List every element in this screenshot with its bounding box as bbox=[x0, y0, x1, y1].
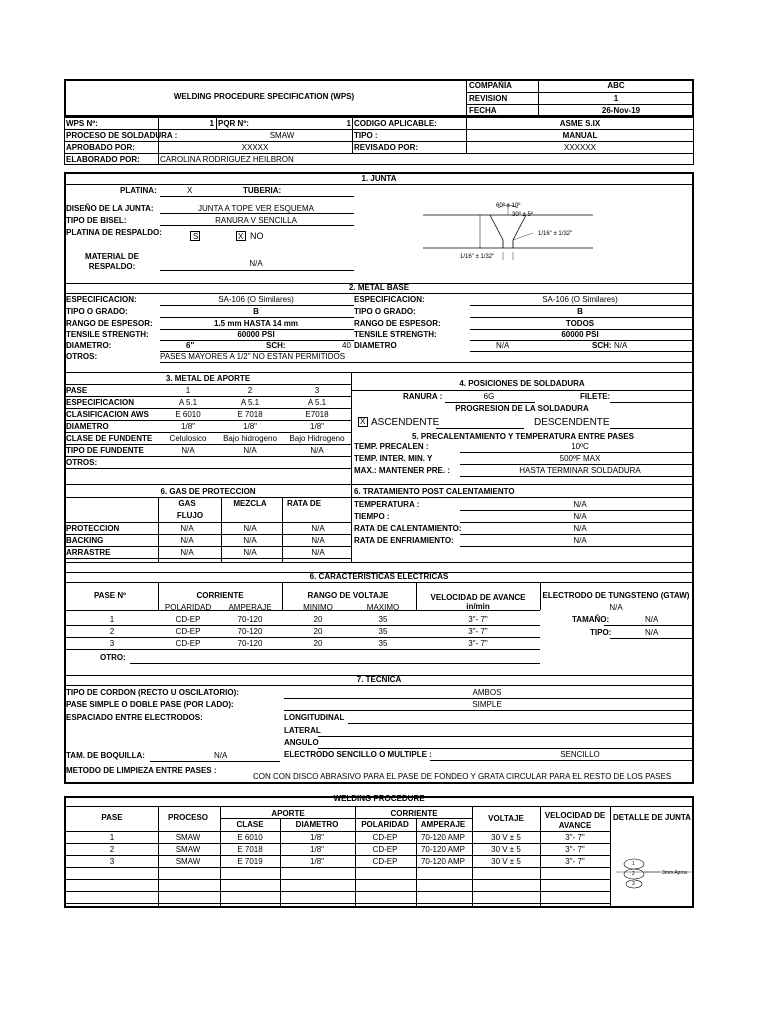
cordon-label: TIPO DE CORDON (RECTO U OSCILATORIO): bbox=[66, 688, 239, 697]
otros-label: OTROS: bbox=[66, 352, 98, 361]
electricas-cell: 70-120 bbox=[237, 639, 263, 648]
proc-detalle-header: DETALLE DE JUNTA bbox=[613, 813, 691, 822]
electricas-title: 6. CARACTERISTICAS ELECTRICAS bbox=[309, 572, 449, 581]
sch2-label: SCH: bbox=[592, 341, 612, 350]
rango-value: 1.5 mm HASTA 14 mm bbox=[213, 319, 299, 328]
detail-gap-label: 3mm Aprox bbox=[662, 870, 688, 876]
aporte-row-line bbox=[64, 408, 351, 409]
electricas-cell: 70-120 bbox=[237, 615, 263, 624]
si-label: SI bbox=[193, 232, 201, 241]
compania-label: COMPAÑÍA bbox=[469, 81, 512, 90]
procedure-cell: 70-120 AMP bbox=[420, 845, 466, 854]
aporte-row-label: ESPECIFICACION bbox=[66, 398, 135, 407]
respaldo-label: PLATINA DE RESPALDO: bbox=[66, 228, 162, 237]
procedure-cell: 70-120 AMP bbox=[420, 857, 466, 866]
esp-label: ESPECIFICACION: bbox=[66, 295, 137, 304]
pqr-value: 1 bbox=[346, 119, 351, 128]
posiciones-title: 4. POSICIONES DE SOLDADURA bbox=[459, 379, 585, 388]
progresion-label: PROGRESION DE LA SOLDADURA bbox=[455, 404, 589, 413]
aporte-row-label: CLASE DE FUNDENTE bbox=[66, 434, 153, 443]
aporte-cell: A 5.1 bbox=[178, 398, 198, 407]
no-label: NO bbox=[250, 231, 264, 241]
codigo-label: CODIGO APLICABLE: bbox=[354, 119, 437, 128]
aporte-cell: Bajo Hidrogeno bbox=[289, 434, 345, 443]
gas-cell: N/A bbox=[311, 536, 325, 545]
boquilla-label: TAM. DE BOQUILLA: bbox=[66, 751, 145, 760]
aporte-row-line bbox=[64, 456, 351, 457]
aporte-row-label: CLASIFICACION AWS bbox=[66, 410, 149, 419]
gas-row-line bbox=[64, 558, 351, 559]
tensile-value: 60000 PSI bbox=[237, 330, 275, 339]
corriente-header: CORRIENTE bbox=[196, 591, 244, 600]
procedure-cell: 3"- 7" bbox=[565, 857, 585, 866]
tipo-value: MANUAL bbox=[562, 131, 598, 140]
procedure-cell: 3"- 7" bbox=[565, 833, 585, 842]
tecnica-title: 7. TECNICA bbox=[356, 675, 402, 684]
electricas-cell: 35 bbox=[378, 615, 388, 624]
gas-header-rata: RATA DE bbox=[286, 499, 322, 508]
electricas-cell: 3"- 7" bbox=[468, 615, 488, 624]
postcal-cell: N/A bbox=[573, 512, 587, 521]
wps-label: WPS Nº: bbox=[66, 119, 98, 128]
aporte-row-line bbox=[64, 468, 351, 469]
aporte-cell: E 7018 bbox=[237, 410, 263, 419]
velocidad-header-2: in/min bbox=[466, 602, 490, 611]
ascendente-mark: X bbox=[360, 417, 366, 426]
procedure-row-line bbox=[64, 879, 610, 880]
electrodo-value: SENCILLO bbox=[560, 750, 600, 759]
tensile-label: TENSILE STRENGTH: bbox=[66, 330, 149, 339]
tungsteno-tipo-label: TIPO: bbox=[590, 628, 612, 637]
diseno-value: JUNTA A TOPE VER ESQUEMA bbox=[197, 204, 315, 213]
sch-label: SCH: bbox=[266, 341, 286, 350]
gas-cell: N/A bbox=[243, 536, 257, 545]
aporte-cell: A 5.1 bbox=[307, 398, 327, 407]
tungsteno-label: ELECTRODO DE TUNGSTENO (GTAW) bbox=[542, 591, 690, 600]
aporte-cell: 3 bbox=[314, 386, 320, 395]
proc-voltaje-header: VOLTAJE bbox=[488, 814, 524, 823]
diseno-label: DISEÑO DE LA JUNTA: bbox=[66, 204, 154, 213]
gas-cell: N/A bbox=[243, 548, 257, 557]
aporte-cell: N/A bbox=[243, 446, 257, 455]
postcal-cell: N/A bbox=[573, 536, 587, 545]
rango2-value: TODOS bbox=[565, 319, 595, 328]
lateral-label: LATERAL bbox=[284, 726, 321, 735]
postcal-title: 6. TRATAMIENTO POST CALENTAMIENTO bbox=[354, 487, 515, 496]
electricas-cell: 1 bbox=[109, 615, 115, 624]
aporte-row-line bbox=[64, 432, 351, 433]
aporte-title: 3. METAL DE APORTE bbox=[165, 374, 251, 383]
descendente-label: DESCENDENTE bbox=[534, 417, 610, 428]
procedure-cell: SMAW bbox=[175, 857, 201, 866]
form-title: WELDING PROCEDURE SPECIFICATION (WPS) bbox=[173, 92, 355, 101]
platina-label: PLATINA: bbox=[120, 186, 157, 195]
aprobado-value: XXXXX bbox=[241, 143, 269, 152]
aporte-cell: E7018 bbox=[305, 410, 329, 419]
gas-row-line bbox=[64, 534, 351, 535]
gas-header-gas: GAS bbox=[178, 499, 196, 508]
proceso-label: PROCESO DE SOLDADURA : bbox=[66, 131, 178, 140]
pase-simple-label: PASE SIMPLE O DOBLE PASE (POR LADO): bbox=[66, 700, 234, 709]
revision-value: 1 bbox=[613, 94, 619, 103]
postcal-row-line bbox=[460, 522, 692, 523]
polaridad-header: POLARIDAD bbox=[164, 603, 212, 612]
electricas-cell: 20 bbox=[313, 615, 323, 624]
minimo-header: MINIMO bbox=[303, 603, 333, 612]
postcal-row-line bbox=[460, 510, 692, 511]
gas-row-label: BACKING bbox=[66, 536, 104, 545]
aporte-cell: 2 bbox=[247, 386, 253, 395]
procedure-cell: 1/8" bbox=[310, 857, 324, 866]
gas-row-label: ARRASTRE bbox=[66, 548, 111, 557]
mantener-label: MAX.: MANTENER PRE. : bbox=[354, 466, 450, 475]
electricas-cell: 2 bbox=[109, 627, 115, 636]
procedure-cell: 30 V ± 5 bbox=[491, 833, 521, 842]
gas-header-mezcla: MEZCLA bbox=[233, 499, 267, 508]
sch2-value: N/A bbox=[614, 341, 628, 350]
grado2-value: B bbox=[577, 307, 583, 316]
proc-amperaje-header: AMPERAJE bbox=[420, 820, 466, 829]
procedure-row-line bbox=[64, 843, 610, 844]
header-box bbox=[64, 79, 694, 117]
grado-label: TIPO O GRADO: bbox=[66, 307, 128, 316]
aporte-cell: 1/8" bbox=[310, 422, 324, 431]
esp2-value: SA-106 (O Similares) bbox=[542, 295, 618, 304]
gas-cell: N/A bbox=[311, 524, 325, 533]
gas-title: 6. GAS DE PROTECCION bbox=[160, 487, 256, 496]
tungsteno-tipo-value: N/A bbox=[645, 628, 659, 637]
compania-value: ABC bbox=[607, 81, 625, 90]
material-label-1: MATERIAL DE bbox=[85, 252, 139, 261]
aprobado-label: APROBADO POR: bbox=[66, 143, 135, 152]
filete-label: FILETE: bbox=[580, 392, 611, 401]
electricas-cell: 35 bbox=[378, 627, 388, 636]
proc-polaridad-header: POLARIDAD bbox=[361, 820, 409, 829]
ranura-label: RANURA : bbox=[403, 392, 443, 401]
tungsteno-value: N/A bbox=[609, 603, 623, 612]
grado-value: B bbox=[253, 307, 259, 316]
rango2-label: RANGO DE ESPESOR: bbox=[354, 319, 441, 328]
procedure-cell: E 7018 bbox=[237, 845, 263, 854]
gas-row-line bbox=[64, 546, 351, 547]
aporte-row-line bbox=[64, 444, 351, 445]
procedure-cell: SMAW bbox=[175, 833, 201, 842]
revisado-value: XXXXXX bbox=[563, 143, 597, 152]
proc-velocidad-header-2: AVANCE bbox=[558, 821, 592, 830]
amperaje-header: AMPERAJE bbox=[228, 603, 272, 612]
procedure-cell: 1/8" bbox=[310, 845, 324, 854]
aporte-cell: Celulosico bbox=[169, 434, 207, 443]
revision-label: REVISION bbox=[469, 94, 508, 103]
aporte-cell: Bajo hidrogeno bbox=[223, 434, 277, 443]
procedure-cell: 30 V ± 5 bbox=[491, 845, 521, 854]
cordon-value: AMBOS bbox=[472, 688, 502, 697]
esp2-label: ESPECIFICACION: bbox=[354, 295, 425, 304]
postcal-row-line bbox=[460, 546, 692, 547]
maximo-header: MAXIMO bbox=[366, 603, 400, 612]
metal-base-title: 2. METAL BASE bbox=[348, 283, 410, 292]
otros-value: PASES MAYORES A 1/2" NO ESTAN PERMITIDOS bbox=[160, 352, 346, 361]
codigo-value: ASME S.IX bbox=[559, 119, 601, 128]
diam2-value: N/A bbox=[496, 341, 510, 350]
grado2-label: TIPO O GRADO: bbox=[354, 307, 416, 316]
boquilla-value: N/A bbox=[214, 751, 228, 760]
elaborado-value: CAROLINA RODRIGUEZ HEILBRON bbox=[160, 155, 294, 164]
temp-label: TEMP. PRECALEN : bbox=[354, 442, 429, 451]
procedure-row-line bbox=[64, 891, 610, 892]
aporte-cell: E 6010 bbox=[175, 410, 201, 419]
bisel-label: TIPO DE BISEL: bbox=[66, 216, 127, 225]
aporte-cell: 1/8" bbox=[243, 422, 257, 431]
gas-header-flujo: FLUJO bbox=[176, 511, 204, 520]
angulo-label: ANGULO bbox=[284, 738, 319, 747]
platina-mark: X bbox=[187, 186, 193, 195]
procedure-cell: SMAW bbox=[175, 845, 201, 854]
otro-label: OTRO: bbox=[100, 653, 126, 662]
electricas-cell: CD-EP bbox=[175, 639, 201, 648]
aporte-row-line bbox=[64, 420, 351, 421]
revisado-label: REVISADO POR: bbox=[354, 143, 419, 152]
detail-label-3: 3 bbox=[632, 881, 635, 887]
sketch-gap: 1/16" ± 1/32" bbox=[538, 231, 573, 237]
procedure-cell: 1/8" bbox=[310, 833, 324, 842]
postcal-row-label: TEMPERATURA : bbox=[354, 500, 420, 509]
inter-label: TEMP. INTER. MIN. Y bbox=[354, 454, 433, 463]
procedure-cell: 3 bbox=[109, 857, 115, 866]
aporte-row-label: DIAMETRO bbox=[66, 422, 109, 431]
electricas-cell: 20 bbox=[313, 639, 323, 648]
junta-title: 1. JUNTA bbox=[361, 174, 397, 183]
postcal-row-label: TIEMPO : bbox=[354, 512, 390, 521]
material-value: N/A bbox=[249, 259, 263, 268]
proc-proceso-header: PROCESO bbox=[167, 813, 209, 822]
pase-header: PASE Nº bbox=[93, 591, 127, 600]
longitudinal-label: LONGITUDINAL bbox=[284, 713, 345, 722]
bisel-value: RANURA V SENCILLA bbox=[215, 216, 297, 225]
postcal-row-label: RATA DE ENFRIAMIENTO: bbox=[354, 536, 454, 545]
inter-value: 500ºF MAX bbox=[559, 454, 601, 463]
rango-label: RANGO DE ESPESOR: bbox=[66, 319, 153, 328]
rango-voltaje-header: RANGO DE VOLTAJE bbox=[307, 591, 389, 600]
temp-value: 10ºC bbox=[571, 442, 589, 451]
pase-simple-value: SIMPLE bbox=[472, 700, 502, 709]
procedure-cell: CD-EP bbox=[372, 857, 398, 866]
procedure-cell: E 6010 bbox=[237, 833, 263, 842]
procedure-row-line bbox=[64, 855, 610, 856]
precal-title: 5. PRECALENTAMIENTO Y TEMPERATURA ENTRE PASES bbox=[412, 432, 634, 441]
procedure-row-line bbox=[64, 867, 610, 868]
proc-velocidad-header-1: VELOCIDAD DE bbox=[544, 811, 606, 820]
proceso-value: SMAW bbox=[269, 131, 295, 140]
gas-cell: N/A bbox=[243, 524, 257, 533]
ascendente-label: ASCENDENTE bbox=[371, 417, 440, 428]
procedure-cell: 30 V ± 5 bbox=[491, 857, 521, 866]
ranura-value: 6G bbox=[483, 392, 495, 401]
diam-label: DIAMETRO: bbox=[66, 341, 112, 350]
gas-cell: N/A bbox=[180, 524, 194, 533]
mantener-value: HASTA TERMINAR SOLDADURA bbox=[519, 466, 641, 475]
procedure-title: WELDING PROCEDURE bbox=[333, 794, 425, 803]
electricas-cell: CD-EP bbox=[175, 615, 201, 624]
procedure-cell: 3"- 7" bbox=[565, 845, 585, 854]
aporte-cell: N/A bbox=[181, 446, 195, 455]
tensile2-value: 60000 PSI bbox=[561, 330, 599, 339]
gas-cell: N/A bbox=[180, 548, 194, 557]
electricas-row-line bbox=[64, 649, 540, 650]
postcal-row-label: RATA DE CALENTAMIENTO: bbox=[354, 524, 462, 533]
aporte-row-label: TIPO DE FUNDENTE bbox=[66, 446, 144, 455]
material-label-2: RESPALDO: bbox=[88, 262, 136, 271]
electricas-row-line bbox=[64, 637, 540, 638]
espaciado-label: ESPACIADO ENTRE ELECTRODOS: bbox=[66, 713, 203, 722]
electricas-cell: 3"- 7" bbox=[468, 627, 488, 636]
sch-value: 40 bbox=[342, 341, 351, 350]
procedure-row-line bbox=[64, 903, 610, 904]
fecha-value: 26-Nov-19 bbox=[601, 106, 641, 115]
aporte-cell: 1 bbox=[185, 386, 191, 395]
aporte-row-label: PASE bbox=[66, 386, 88, 395]
electricas-cell: 70-120 bbox=[237, 627, 263, 636]
electricas-cell: CD-EP bbox=[175, 627, 201, 636]
aporte-row-label: OTROS: bbox=[66, 458, 98, 467]
sketch-root: 1/16" ± 1/32" bbox=[460, 254, 495, 260]
proc-clase-header: CLASE bbox=[236, 820, 264, 829]
esp-value: SA-106 (O Similares) bbox=[218, 295, 294, 304]
tensile2-label: TENSILE STRENGTH: bbox=[354, 330, 437, 339]
electrodo-label: ELECTRODO SENCILLO O MULTIPLE : bbox=[284, 750, 432, 759]
gas-cell: N/A bbox=[311, 548, 325, 557]
proc-pase-header: PASE bbox=[101, 813, 123, 822]
sketch-angle-2: 30º ± 5º bbox=[512, 212, 534, 218]
fecha-label: FECHA bbox=[469, 106, 497, 115]
wps-value: 1 bbox=[209, 119, 214, 128]
proc-corriente-header: CORRIENTE bbox=[390, 809, 438, 818]
elaborado-label: ELABORADO POR: bbox=[66, 155, 140, 164]
procedure-cell: E 7019 bbox=[237, 857, 263, 866]
gas-row-label: PROTECCION bbox=[66, 524, 120, 533]
detail-label-1: 1 bbox=[632, 861, 635, 867]
no-mark: X bbox=[238, 232, 244, 241]
electricas-row-line bbox=[64, 625, 540, 626]
electricas-cell: 3"- 7" bbox=[468, 639, 488, 648]
diam2-label: DIAMETRO bbox=[354, 341, 397, 350]
pqr-label: PQR Nº: bbox=[218, 119, 249, 128]
postcal-cell: N/A bbox=[573, 524, 587, 533]
tuberia-label: TUBERIA: bbox=[243, 186, 282, 195]
procedure-cell: 1 bbox=[109, 833, 115, 842]
postcal-row-line bbox=[460, 534, 692, 535]
diam-value: 6" bbox=[186, 341, 195, 350]
proc-diametro-header: DIAMETRO bbox=[295, 820, 339, 829]
detail-label-2: 2 bbox=[632, 871, 635, 877]
gas-cell: N/A bbox=[180, 536, 194, 545]
electricas-cell: 3 bbox=[109, 639, 115, 648]
aporte-cell: N/A bbox=[310, 446, 324, 455]
velocidad-header-1: VELOCIDAD DE AVANCE bbox=[430, 593, 526, 602]
limpieza-value: CON CON DISCO ABRASIVO PARA EL PASE DE FONDEO Y GRATA CIRCULAR PARA EL RESTO DE LOS PASES bbox=[253, 772, 672, 781]
aporte-row-line bbox=[64, 396, 351, 397]
tamano-value: N/A bbox=[645, 615, 659, 624]
electricas-cell: 20 bbox=[313, 627, 323, 636]
proc-aporte-header: APORTE bbox=[271, 809, 305, 818]
sketch-angle-1: 60º ± 10º bbox=[496, 203, 521, 209]
procedure-cell: CD-EP bbox=[372, 845, 398, 854]
tamano-label: TAMAÑO: bbox=[572, 615, 610, 624]
tipo-label: TIPO : bbox=[354, 131, 378, 140]
procedure-cell: 2 bbox=[109, 845, 115, 854]
procedure-cell: 70-120 AMP bbox=[420, 833, 466, 842]
electricas-cell: 35 bbox=[378, 639, 388, 648]
postcal-cell: N/A bbox=[573, 500, 587, 509]
joint-detail-sketch bbox=[614, 852, 694, 902]
aporte-cell: A 5.1 bbox=[240, 398, 260, 407]
aporte-cell: 1/8" bbox=[181, 422, 195, 431]
procedure-cell: CD-EP bbox=[372, 833, 398, 842]
limpieza-label: METODO DE LIMPIEZA ENTRE PASES : bbox=[66, 766, 217, 775]
